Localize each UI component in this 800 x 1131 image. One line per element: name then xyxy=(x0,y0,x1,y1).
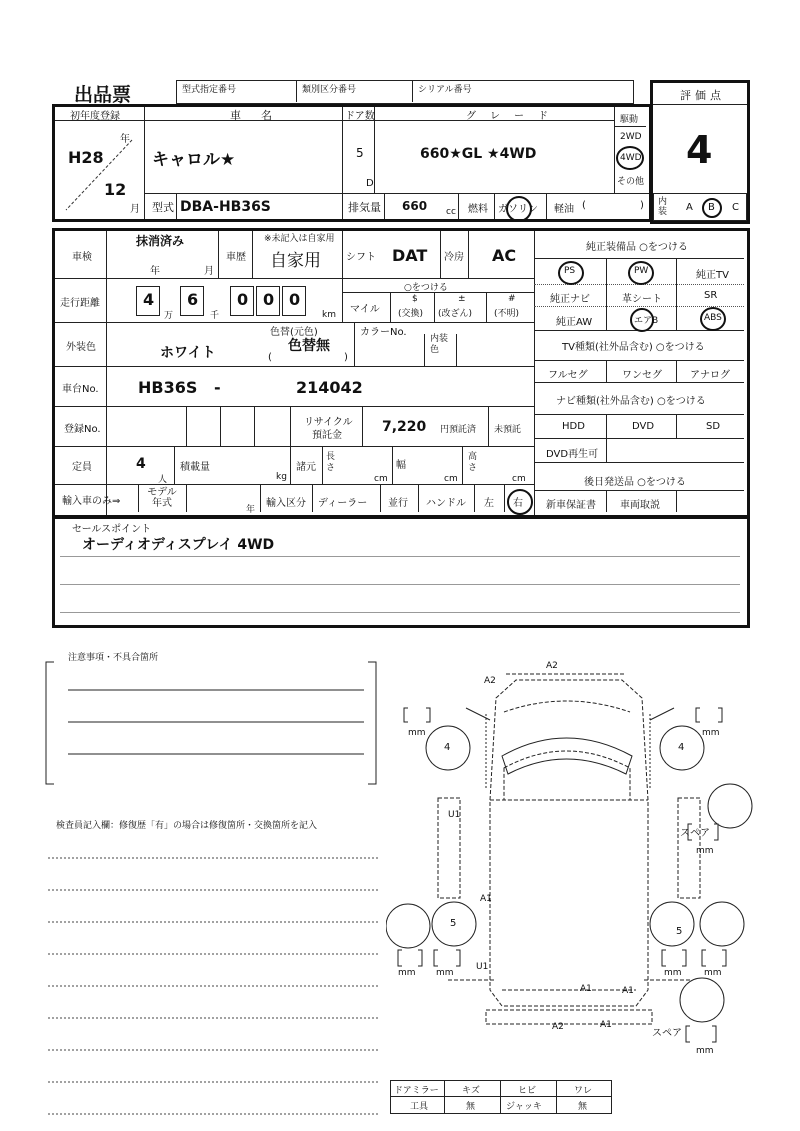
shift-label: シフト xyxy=(346,252,376,263)
score-label: 評価点 xyxy=(680,89,725,102)
import-label: 輸入車のみ⇒ xyxy=(62,496,121,507)
handle-right-circle xyxy=(507,489,533,515)
fuel-label: 燃料 xyxy=(468,204,488,215)
displacement-value: 660 xyxy=(402,199,428,213)
equip-aw: 純正AW xyxy=(556,317,593,328)
notes-label: 注意事項・不具合箇所 xyxy=(68,653,159,663)
serial-label: シリアル番号 xyxy=(418,85,472,95)
car-diagram xyxy=(386,650,758,1080)
nav-hdd: HDD xyxy=(562,421,585,432)
dmg-u1-mid: U1 xyxy=(476,962,489,972)
score-value: 4 xyxy=(686,128,713,172)
equip-leather: 革シート xyxy=(622,294,662,305)
tv-label: TV種類(社外品含む) ○をつける xyxy=(562,342,705,353)
fuel-gasoline: ガソリン xyxy=(498,204,538,215)
equip-pw: PW xyxy=(634,266,649,276)
doors-label: ドア数 xyxy=(345,111,375,122)
equip-sr: SR xyxy=(704,290,718,301)
sales-value: オーディオディスプレイ 4WD xyxy=(82,537,275,553)
interior-label: 内装 xyxy=(658,197,668,217)
shift-value: DAT xyxy=(392,246,428,265)
displacement-label: 排気量 xyxy=(348,201,381,214)
grade-label: グレード xyxy=(466,111,562,122)
capacity-label: 定員 xyxy=(72,462,92,473)
color-no-label: カラーNo. xyxy=(360,327,407,338)
dmg-a1-bot-right: A1 xyxy=(622,986,634,996)
inspector-label: 検査員記入欄：修復歴「有」の場合は修復箇所・交換箇所を記入 xyxy=(56,821,318,831)
notes-bracket xyxy=(42,658,382,788)
recycle-value: 7,220 xyxy=(382,419,427,435)
history-value: 自家用 xyxy=(270,251,321,271)
tv-analog: アナログ xyxy=(690,370,730,381)
tire-rl: 5 xyxy=(450,918,457,929)
spare-top: スペア xyxy=(680,828,710,839)
spare-bottom: スペア xyxy=(652,1028,682,1039)
model-cert-label: 型式指定番号 xyxy=(182,85,237,95)
drive-4wd-circle xyxy=(616,146,644,170)
car-name-value: キャロル★ xyxy=(152,150,236,170)
equip-navi: 純正ナビ xyxy=(550,294,590,305)
later-warranty: 新車保証書 xyxy=(546,500,596,511)
nav-dvd: DVD xyxy=(632,421,655,432)
mileage-d1: 4 xyxy=(143,290,155,309)
reg-no-label: 登録No. xyxy=(64,424,101,435)
later-manual: 車両取説 xyxy=(620,500,660,511)
inspection-value: 抹消済み xyxy=(136,234,185,248)
model-label: 型式 xyxy=(152,201,174,214)
car-name-label: 車名 xyxy=(230,109,292,122)
dmg-a2-left: A2 xyxy=(484,676,496,686)
exterior-value: ホワイト xyxy=(160,345,216,361)
mileage-d5: 0 xyxy=(289,290,301,309)
dmg-a2-top: A2 xyxy=(546,661,558,671)
capacity-value: 4 xyxy=(136,456,146,472)
mileage-label: 走行距離 xyxy=(60,298,100,309)
mileage-d4: 0 xyxy=(263,290,275,309)
chassis-number: 214042 xyxy=(296,378,363,397)
ac-label: 冷房 xyxy=(444,252,464,263)
dmg-a2-bot: A2 xyxy=(552,1022,564,1032)
tire-fr: 4 xyxy=(678,742,685,753)
tv-full: フルセグ xyxy=(548,370,588,381)
drive-label: 駆動 xyxy=(620,115,639,125)
sales-label: セールスポイント xyxy=(72,524,152,535)
model-value: DBA-HB36S xyxy=(180,199,271,215)
equip-airbag: エアB xyxy=(634,316,659,326)
dmg-a1-left: A1 xyxy=(480,894,492,904)
doors-value: 5 xyxy=(356,146,364,160)
form-title: 出品票 xyxy=(74,84,132,106)
history-label: 車歴 xyxy=(226,252,246,263)
first-reg-month: 12 xyxy=(104,180,127,199)
tire-fl: 4 xyxy=(444,742,451,753)
handle-right: 右 xyxy=(513,498,523,509)
dmg-u1-top: U1 xyxy=(448,810,461,820)
exterior-label: 外装色 xyxy=(66,342,96,353)
mileage-d3: 0 xyxy=(237,290,249,309)
nav-label: ナビ種類(社外品含む) ○をつける xyxy=(556,396,706,407)
first-reg-slash xyxy=(60,134,140,214)
dmg-a1-bot-mid: A1 xyxy=(580,984,592,994)
repaint-value: 色替無 xyxy=(288,338,330,354)
grade-value: 660★GL ★4WD xyxy=(420,146,537,162)
tire-rr: 5 xyxy=(676,926,683,937)
later-label: 後日発送品 ○をつける xyxy=(584,477,686,488)
nav-sd: SD xyxy=(706,421,721,432)
mileage-d2: 6 xyxy=(187,290,199,309)
equip-ps: PS xyxy=(564,266,576,276)
interior-color-label: 内装色 xyxy=(430,334,449,355)
fuel-gasoline-circle xyxy=(506,196,532,222)
dmg-a1-bot2: A1 xyxy=(600,1020,612,1030)
class-label: 類別区分番号 xyxy=(302,85,357,95)
tv-one: ワンセグ xyxy=(622,370,662,381)
first-reg-label: 初年度登録 xyxy=(70,111,120,122)
chassis-label: 車台No. xyxy=(62,384,99,395)
header-code-box xyxy=(176,80,634,104)
equipment-label: 純正装備品 ○をつける xyxy=(586,242,688,253)
first-reg-era: H28 xyxy=(68,148,104,167)
equip-abs: ABS xyxy=(704,313,722,323)
equip-tv: 純正TV xyxy=(696,270,729,281)
chassis-model: HB36S xyxy=(138,378,198,397)
ac-value: AC xyxy=(492,246,517,265)
inspector-lines xyxy=(48,840,380,1120)
inspection-label: 車検 xyxy=(72,252,92,263)
nav-dvd-play: DVD再生可 xyxy=(546,449,599,460)
interior-b-circle xyxy=(702,198,722,218)
